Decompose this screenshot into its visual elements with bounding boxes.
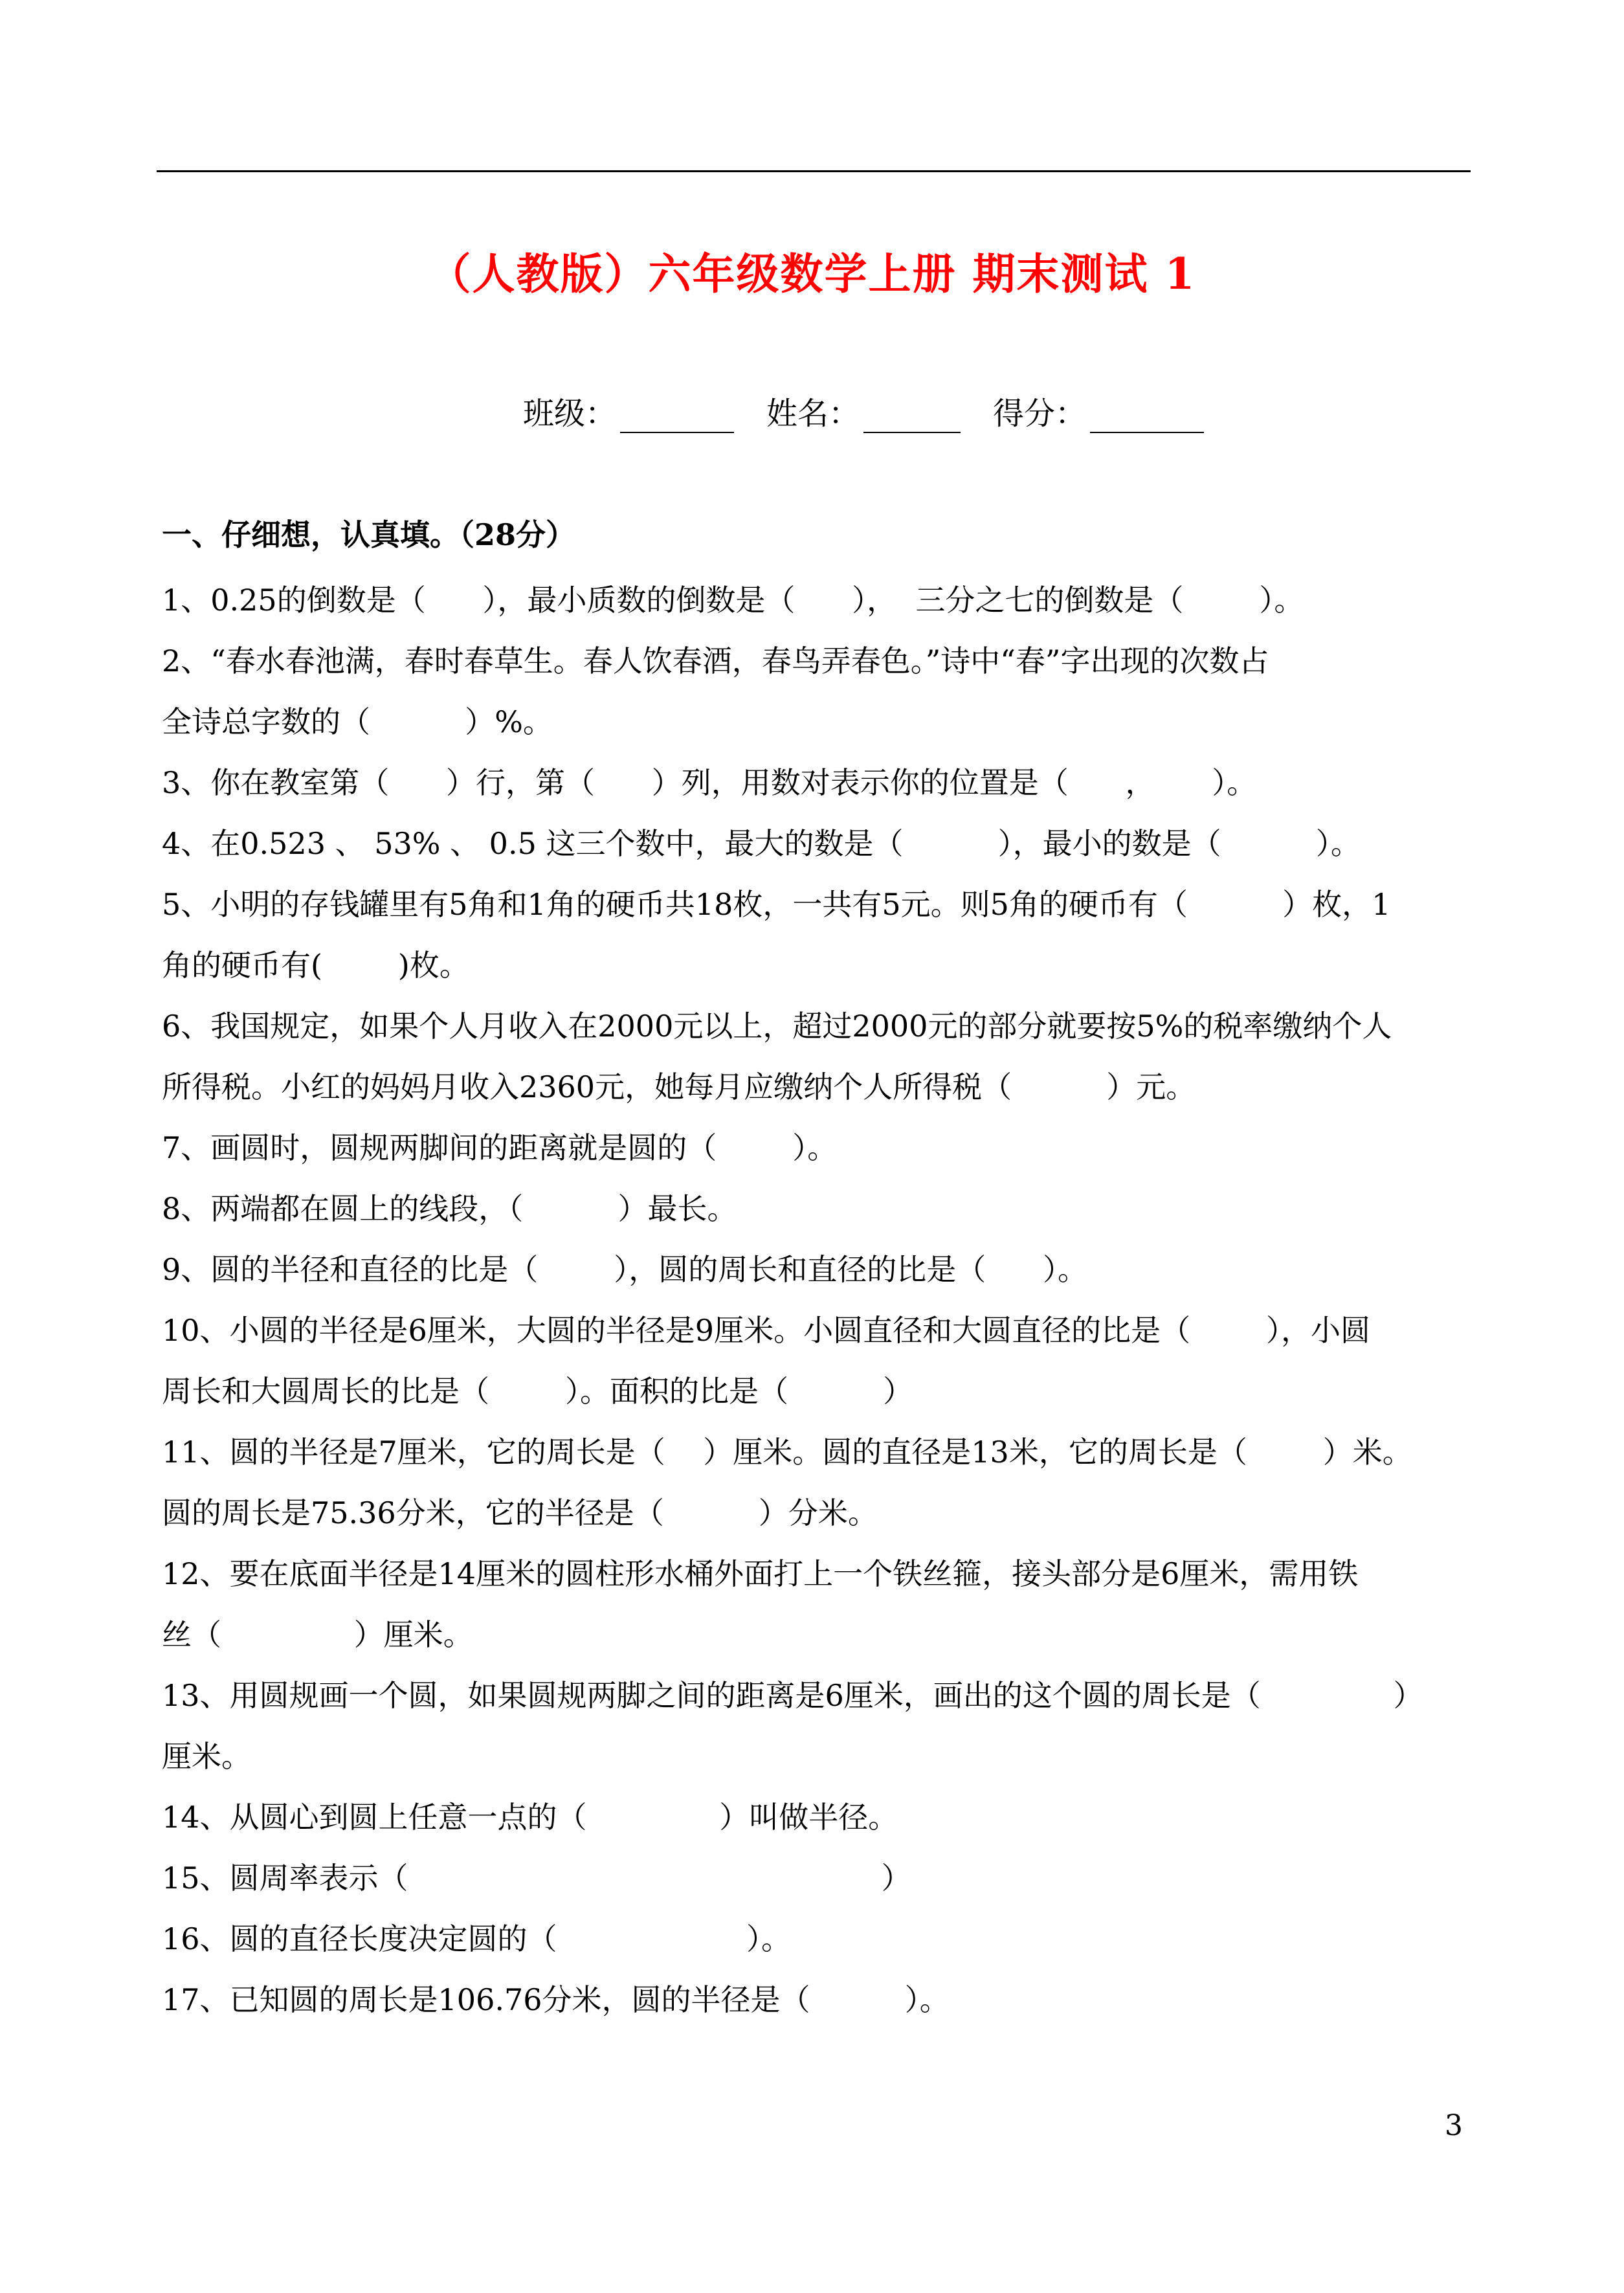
question-line: 14、从圆心到圆上任意一点的（ ）叫做半径。 xyxy=(162,1800,898,1835)
score-label: 得分： xyxy=(993,396,1087,432)
question-list xyxy=(162,570,1469,2030)
question-line: 丝（ ）厘米。 xyxy=(162,1617,473,1652)
question-line: 13、用圆规画一个圆，如果圆规两脚之间的距离是6厘米，画出的这个圆的周长是（ ） xyxy=(162,1678,1423,1713)
page-number: 3 xyxy=(1445,2109,1463,2142)
question-line: 15、圆周率表示（ ） xyxy=(162,1861,911,1896)
question-line: 1、0.25的倒数是（ ），最小质数的倒数是（ ）， 三分之七的倒数是（ ）。 xyxy=(162,583,1304,618)
question-line: 圆的周长是75.36分米，它的半径是（ ）分米。 xyxy=(162,1495,878,1530)
name-label: 姓名： xyxy=(766,396,860,432)
question-line: 所得税。小红的妈妈月收入2360元，她每月应缴纳个人所得税（ ）元。 xyxy=(162,1069,1196,1104)
question-line: 厘米。 xyxy=(162,1739,251,1774)
question-line: 12、要在底面半径是14厘米的圆柱形水桶外面打上一个铁丝箍，接头部分是6厘米，需用铁 xyxy=(162,1556,1359,1591)
section-heading: 一、仔细想，认真填。（28分） xyxy=(162,517,576,552)
question-line: 16、圆的直径长度决定圆的（ ）。 xyxy=(162,1921,791,1956)
question-line: 11、圆的半径是7厘米，它的周长是（ ）厘米。圆的直径是13米，它的周长是（ ）米。 xyxy=(162,1435,1412,1470)
question-line: 角的硬币有( )枚。 xyxy=(162,948,469,983)
class-field xyxy=(523,388,734,433)
score-field xyxy=(993,388,1204,433)
question-line: 7、画圆时，圆规两脚间的距离就是圆的（ ）。 xyxy=(162,1130,838,1165)
question-line: 5、小明的存钱罐里有5角和1角的硬币共18枚，一共有5元。则5角的硬币有（ ）枚，1 xyxy=(162,887,1391,922)
document-title: （人教版）六年级数学上册 期末测试 1 xyxy=(428,249,1196,299)
question-line: 4、在0.523 、 53% 、 0.5 这三个数中，最大的数是（ ），最小的数是（ ）。 xyxy=(162,826,1361,861)
student-info-line xyxy=(523,388,1204,433)
question-line: 8、两端都在圆上的线段，（ ）最长。 xyxy=(162,1191,737,1226)
question-line: 全诗总字数的（ ）%。 xyxy=(162,704,553,739)
header-rule xyxy=(157,170,1471,172)
question-line: 周长和大圆周长的比是（ ）。面积的比是（ ） xyxy=(162,1374,913,1409)
question-line: 3、你在教室第（ ）行，第（ ）列，用数对表示你的位置是（ ， ）。 xyxy=(162,765,1257,800)
question-line: 2、“春水春池满，春时春草生。春人饮春酒，春鸟弄春色。”诗中“春”字出现的次数占 xyxy=(162,643,1269,678)
score-blank[interactable] xyxy=(1090,399,1204,433)
class-blank[interactable] xyxy=(620,399,734,433)
question-line: 17、已知圆的周长是106.76分米，圆的半径是（ ）。 xyxy=(162,1982,950,2017)
class-label: 班级： xyxy=(523,396,617,432)
question-line: 6、我国规定，如果个人月收入在2000元以上，超过2000元的部分就要按5%的税率缴纳个人 xyxy=(162,1009,1392,1044)
name-field xyxy=(766,388,961,433)
name-blank[interactable] xyxy=(863,399,961,433)
question-line: 9、圆的半径和直径的比是（ ），圆的周长和直径的比是（ ）。 xyxy=(162,1252,1087,1287)
question-line: 10、小圆的半径是6厘米，大圆的半径是9厘米。小圆直径和大圆直径的比是（ ），小圆 xyxy=(162,1313,1371,1348)
